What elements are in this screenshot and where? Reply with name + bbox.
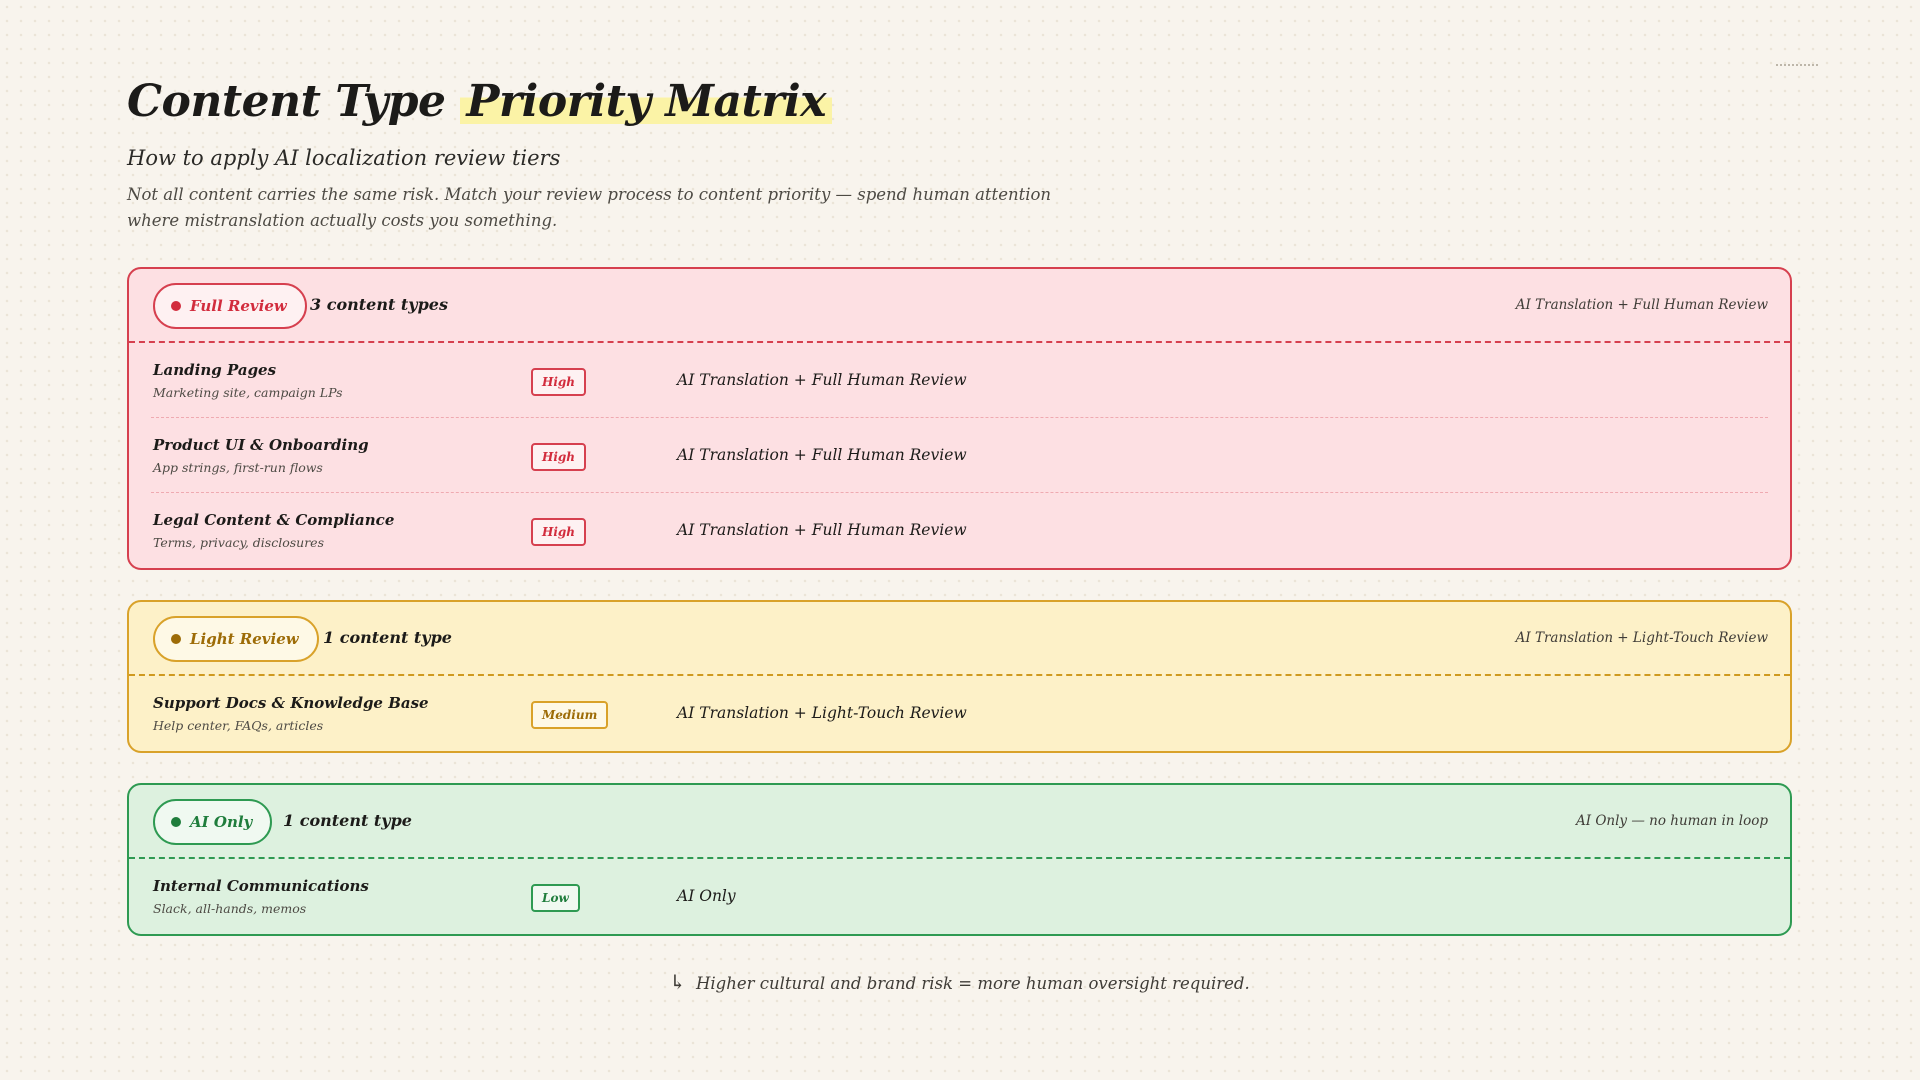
page-subtitle: How to apply AI localization review tiers <box>127 146 561 170</box>
tier-header <box>129 269 1790 343</box>
title-highlight: Priority Matrix <box>460 76 832 127</box>
content-type-row <box>151 493 1768 568</box>
corner-decoration <box>1776 64 1818 66</box>
review-process: AI Translation + Full Human Review <box>677 521 967 539</box>
content-type-desc: App strings, first-run flows <box>153 460 323 475</box>
tier-count: 3 content types <box>310 295 448 314</box>
content-type-name: Product UI & Onboarding <box>153 436 369 454</box>
content-type-name: Landing Pages <box>153 361 277 379</box>
content-type-row <box>151 418 1768 493</box>
tier-pill <box>153 616 319 662</box>
content-type-name: Legal Content & Compliance <box>153 511 395 529</box>
priority-badge: High <box>531 368 586 396</box>
priority-badge: Low <box>531 884 580 912</box>
tier-label: AI Only <box>190 813 253 831</box>
tier-process: AI Only — no human in loop <box>1575 813 1768 829</box>
status-dot-icon <box>171 817 181 827</box>
review-process: AI Only <box>677 887 736 905</box>
footer-text: Higher cultural and brand risk = more human oversight required. <box>696 974 1250 993</box>
return-arrow-icon: ↳ <box>669 970 687 994</box>
tier-label: Full Review <box>190 297 287 315</box>
content-type-desc: Marketing site, campaign LPs <box>153 385 343 400</box>
tier-count: 1 content type <box>283 811 412 830</box>
content-type-name: Support Docs & Knowledge Base <box>153 694 429 712</box>
review-process: AI Translation + Full Human Review <box>677 446 967 464</box>
tier-light-review <box>127 600 1792 753</box>
tier-pill <box>153 283 307 329</box>
tier-count: 1 content type <box>323 628 452 647</box>
intro-paragraph: Not all content carries the same risk. Match your review process to content priority — spend human attention where mistranslation actually costs you something. <box>127 185 1052 230</box>
footer-note <box>127 970 1792 994</box>
priority-badge: High <box>531 518 586 546</box>
content-type-list <box>129 676 1790 751</box>
tier-pill <box>153 799 272 845</box>
content-type-desc: Slack, all-hands, memos <box>153 901 307 916</box>
content-type-row <box>151 859 1768 934</box>
content-type-row <box>151 676 1768 751</box>
priority-badge: Medium <box>531 701 608 729</box>
status-dot-icon <box>171 634 181 644</box>
content-type-list <box>129 859 1790 934</box>
tier-ai-only <box>127 783 1792 936</box>
page-title <box>127 70 1792 134</box>
tier-process: AI Translation + Light-Touch Review <box>1515 630 1768 646</box>
content-type-name: Internal Communications <box>153 877 369 895</box>
tier-process: AI Translation + Full Human Review <box>1515 297 1768 313</box>
priority-matrix-page <box>127 70 1792 994</box>
content-type-row <box>151 343 1768 418</box>
tier-header <box>129 785 1790 859</box>
content-type-desc: Help center, FAQs, articles <box>153 718 324 733</box>
content-type-desc: Terms, privacy, disclosures <box>153 535 324 550</box>
tier-label: Light Review <box>190 630 299 648</box>
tier-header <box>129 602 1790 676</box>
tier-full-review <box>127 267 1792 570</box>
content-type-list <box>129 343 1790 568</box>
review-process: AI Translation + Full Human Review <box>677 371 967 389</box>
title-text: Content Type <box>127 76 461 127</box>
status-dot-icon <box>171 301 181 311</box>
review-process: AI Translation + Light-Touch Review <box>677 704 967 722</box>
priority-badge: High <box>531 443 586 471</box>
